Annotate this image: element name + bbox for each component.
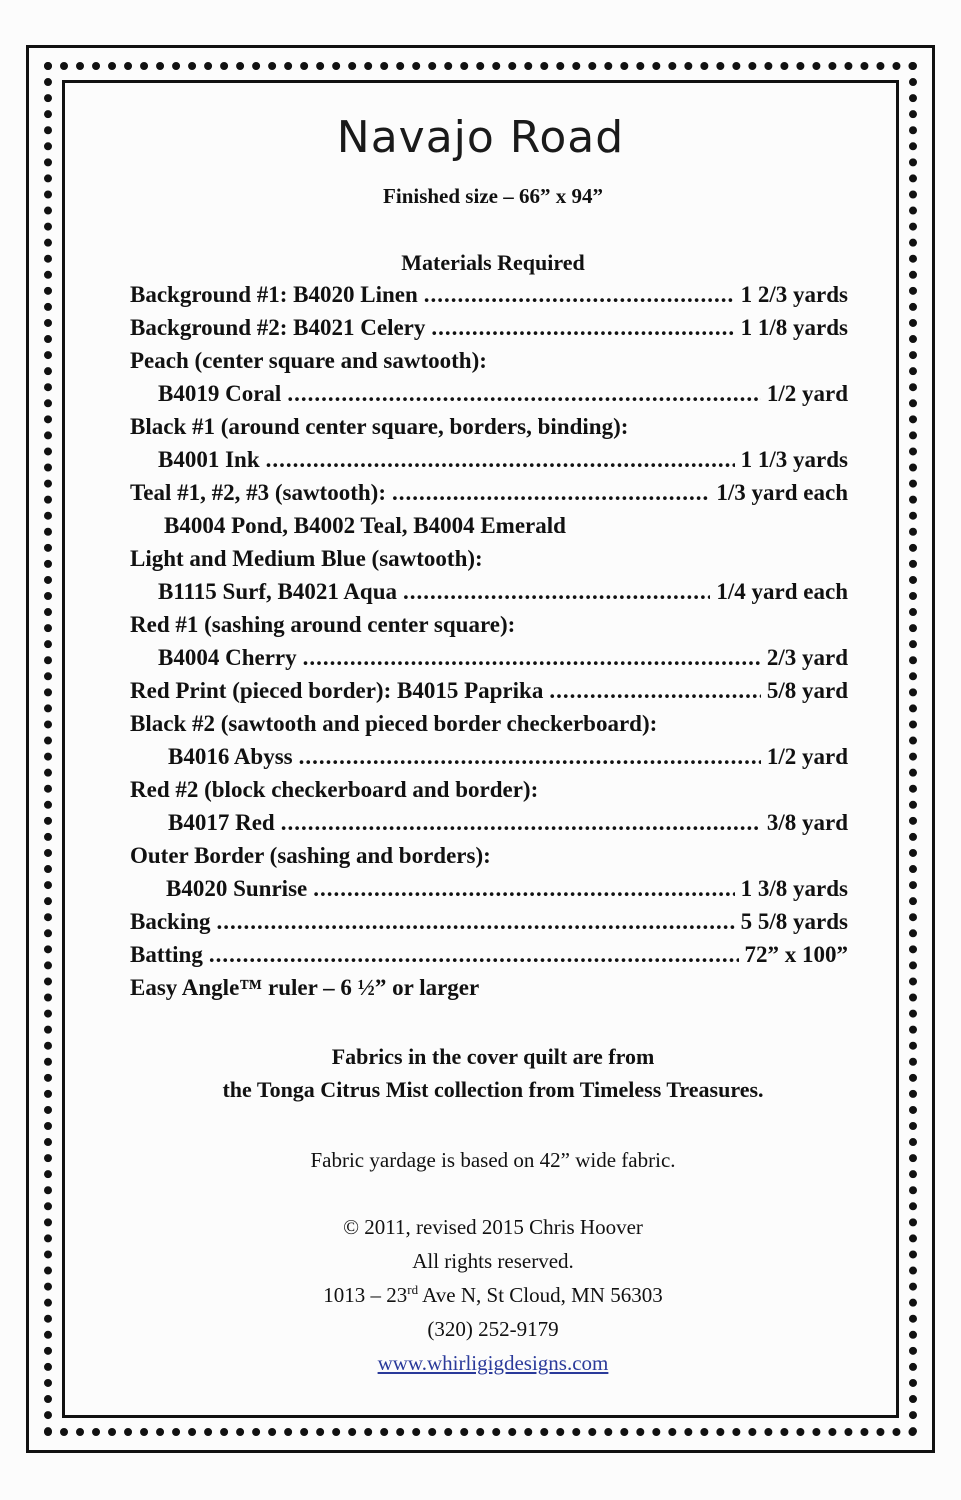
fabric-note-line-2: the Tonga Citrus Mist collection from Timeless Treasures. xyxy=(222,1077,764,1102)
yardage-note: Fabric yardage is based on 42” wide fabric. xyxy=(310,1148,676,1172)
material-quantity: 1 1/8 yards xyxy=(740,315,848,340)
material-quantity: 1 3/8 yards xyxy=(740,876,848,901)
material-label: B4016 Abyss xyxy=(168,744,293,769)
dot-leader xyxy=(281,810,761,836)
contact-info xyxy=(0,1210,961,1380)
dot-leader xyxy=(392,480,710,506)
material-row xyxy=(130,645,848,678)
rights-line: All rights reserved. xyxy=(412,1249,574,1273)
material-row xyxy=(130,447,848,480)
material-label: B4001 Ink xyxy=(158,447,260,472)
material-row xyxy=(130,843,848,876)
material-label: Teal #1, #2, #3 (sawtooth): xyxy=(130,480,386,505)
material-label: Outer Border (sashing and borders): xyxy=(130,843,491,868)
material-quantity: 1 2/3 yards xyxy=(740,282,848,307)
address-street: Ave N, St Cloud, MN 56303 xyxy=(418,1283,663,1307)
material-label: Red #2 (block checkerboard and border): xyxy=(130,777,539,802)
material-row xyxy=(130,744,848,777)
material-quantity: 1/4 yard each xyxy=(716,579,848,604)
material-label: B4004 Pond, B4002 Teal, B4004 Emerald xyxy=(164,513,566,538)
material-quantity: 1/3 yard each xyxy=(716,480,848,505)
material-row xyxy=(130,975,848,1008)
dot-leader xyxy=(431,315,734,341)
material-label: B4020 Sunrise xyxy=(166,876,308,901)
material-label: Backing xyxy=(130,909,211,934)
dot-leader xyxy=(266,447,735,473)
material-quantity: 3/8 yard xyxy=(766,810,848,835)
material-row xyxy=(130,678,848,711)
website-link[interactable]: www.whirligigdesigns.com xyxy=(377,1351,609,1375)
materials-list xyxy=(130,282,848,1008)
dot-leader xyxy=(217,909,735,935)
dot-leader xyxy=(549,678,761,704)
material-label: B4017 Red xyxy=(168,810,275,835)
phone-line: (320) 252-9179 xyxy=(427,1317,559,1341)
address-number: 1013 – 23 xyxy=(323,1283,408,1307)
material-quantity: 2/3 yard xyxy=(766,645,848,670)
material-label: Light and Medium Blue (sawtooth): xyxy=(130,546,483,571)
dot-leader xyxy=(424,282,735,308)
material-label: B4019 Coral xyxy=(158,381,282,406)
material-label: Easy Angle™ ruler – 6 ½” or larger xyxy=(130,975,480,1000)
material-row xyxy=(130,513,848,546)
material-label: Black #1 (around center square, borders, binding): xyxy=(130,414,629,439)
material-quantity: 1 1/3 yards xyxy=(740,447,848,472)
pattern-title: Navajo Road xyxy=(336,112,625,163)
material-label: Red Print (pieced border): B4015 Paprika xyxy=(130,678,544,703)
address-ordinal: rd xyxy=(407,1282,419,1297)
material-quantity: 1/2 yard xyxy=(766,381,848,406)
material-row xyxy=(130,315,848,348)
material-label: Red #1 (sashing around center square): xyxy=(130,612,516,637)
material-quantity: 5 5/8 yards xyxy=(740,909,848,934)
fabric-note-line-1: Fabrics in the cover quilt are from xyxy=(331,1044,655,1069)
material-label: Peach (center square and sawtooth): xyxy=(130,348,487,373)
material-row xyxy=(130,381,848,414)
material-row xyxy=(130,810,848,843)
fabric-collection-note xyxy=(0,1040,961,1106)
material-row xyxy=(130,546,848,579)
material-row xyxy=(130,942,848,975)
material-row xyxy=(130,777,848,810)
material-quantity: 5/8 yard xyxy=(766,678,848,703)
material-row xyxy=(130,711,848,744)
material-row xyxy=(130,480,848,513)
material-row xyxy=(130,579,848,612)
material-row xyxy=(130,612,848,645)
dot-leader xyxy=(299,744,761,770)
material-row xyxy=(130,348,848,381)
dot-leader xyxy=(287,381,761,407)
address-line xyxy=(0,1278,961,1312)
material-row xyxy=(130,876,848,909)
dot-leader xyxy=(313,876,734,902)
material-label: Background #1: B4020 Linen xyxy=(130,282,418,307)
finished-size: Finished size – 66” x 94” xyxy=(383,184,603,208)
material-label: Black #2 (sawtooth and pieced border checkerboard): xyxy=(130,711,658,736)
dot-leader xyxy=(209,942,739,968)
material-label: Batting xyxy=(130,942,203,967)
dot-leader xyxy=(303,645,761,671)
material-row xyxy=(130,282,848,315)
material-label: B1115 Surf, B4021 Aqua xyxy=(158,579,398,604)
material-quantity: 1/2 yard xyxy=(766,744,848,769)
copyright-line: © 2011, revised 2015 Chris Hoover xyxy=(343,1215,643,1239)
material-label: B4004 Cherry xyxy=(158,645,297,670)
dot-leader xyxy=(403,579,710,605)
material-label: Background #2: B4021 Celery xyxy=(130,315,426,340)
materials-heading: Materials Required xyxy=(401,250,585,275)
material-quantity: 72” x 100” xyxy=(744,942,848,967)
material-row xyxy=(130,909,848,942)
material-row xyxy=(130,414,848,447)
